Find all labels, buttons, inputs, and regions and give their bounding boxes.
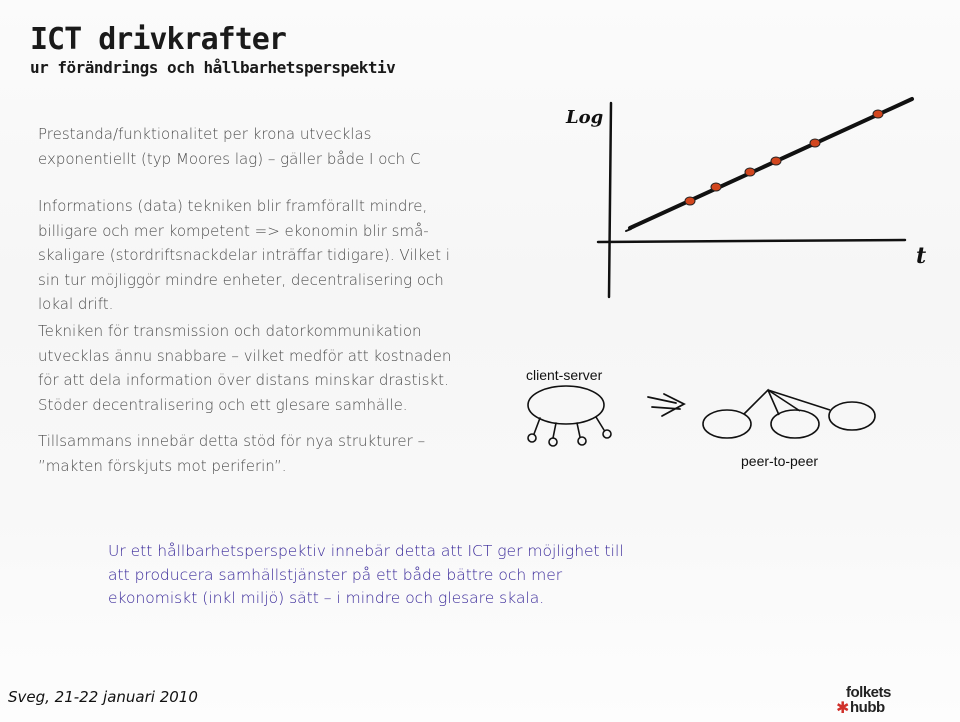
graph-trend-line — [630, 99, 912, 228]
logo-line2: hubb — [850, 699, 885, 716]
graph-y-label: Log — [566, 107, 604, 128]
text-line: ”makten förskjuts mot periferin”. — [38, 456, 287, 475]
slide-subtitle: ur förändrings och hållbarhetsperspektiv — [30, 58, 396, 77]
graph-point — [685, 197, 695, 205]
graph-point — [745, 168, 755, 176]
log-graph-sketch — [598, 99, 912, 297]
logo-star-icon: ✱ — [836, 698, 850, 717]
text-line: sin tur möjliggör mindre enheter, decentralisering och — [38, 270, 444, 289]
logo-line1: folkets — [846, 684, 891, 701]
text-line: Tillsammans innebär detta stöd för nya strukturer – — [38, 432, 426, 450]
graph-point — [771, 157, 781, 165]
text-line: ekonomiskt (inkl miljö) sätt – i mindre och glesare skala. — [108, 589, 545, 607]
text-line: Informations (data) tekniken blir framförallt mindre, — [38, 197, 428, 215]
footer-date: Sveg, 21-22 januari 2010 — [8, 688, 198, 706]
peer-to-peer-label: peer-to-peer — [741, 453, 819, 469]
text-line: Tekniken för transmission och datorkommunikation — [38, 322, 422, 340]
text-line: lokal drift. — [38, 295, 114, 313]
peer-to-peer-sketch — [703, 390, 875, 438]
client-server-sketch — [528, 386, 611, 446]
text-line: exponentiellt (typ Moores lag) – gäller både I och C — [38, 149, 421, 168]
text-line: billigare och mer kompetent => ekonomin blir små- — [38, 221, 429, 240]
graph-point — [810, 139, 820, 147]
text-line: att producera samhällstjänster på ett både bättre och mer — [108, 565, 563, 584]
graph-tick — [626, 229, 631, 231]
graph-point — [873, 110, 883, 118]
text-line: skaligare (stordriftsnackdelar inträffar tidigare). Vilket i — [38, 246, 450, 264]
text-line: Ur ett hållbarhetsperspektiv innebär detta att ICT ger möjlighet till — [108, 542, 624, 560]
graph-y-axis — [609, 103, 611, 297]
graph-x-label: t — [916, 243, 927, 269]
peer-node — [703, 410, 751, 438]
graph-x-axis — [598, 240, 905, 242]
slide-title: ICT drivkrafter — [30, 22, 286, 57]
folkets-hubb-logo — [836, 684, 908, 718]
client-server-label: client-server — [526, 367, 603, 383]
text-line: utvecklas ännu snabbare – vilket medför att kostnaden — [38, 346, 452, 365]
peer-node — [829, 402, 875, 430]
text-line: för att dela information över distans minskar drastiskt. — [38, 371, 449, 389]
text-line: Prestanda/funktionalitet per krona utvecklas — [38, 125, 372, 143]
graph-point — [711, 183, 721, 191]
arrow-sketch — [648, 394, 684, 416]
text-line: Stöder decentralisering och ett glesare samhälle. — [38, 395, 408, 414]
